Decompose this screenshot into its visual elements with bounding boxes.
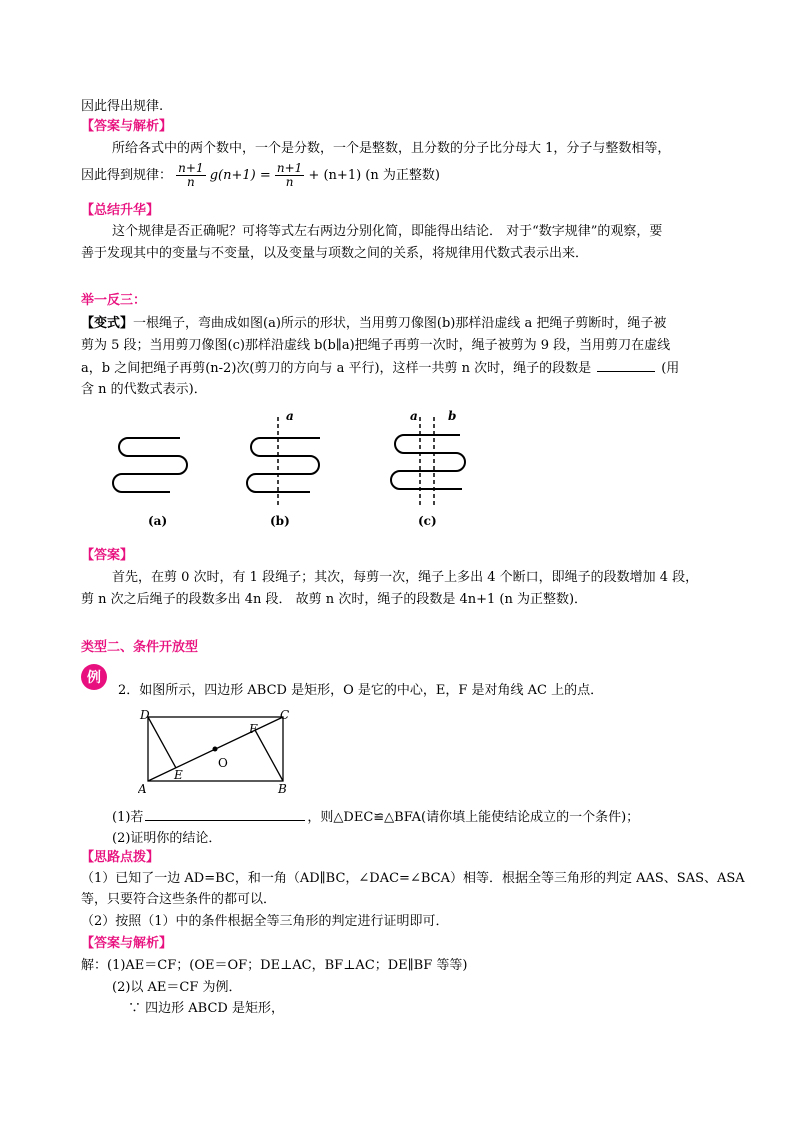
answer2-line-2: 剪 n 次之后绳子的段数多出 4n 段． 故剪 n 次时，绳子的段数是 4n+1 (n 为正整数)． (81, 592, 588, 607)
hint-tag: 【思路点拨】 (81, 850, 160, 865)
condition-blank (145, 808, 305, 821)
formula-mid: g(n+1) = (209, 168, 271, 183)
answer-blank (597, 359, 655, 372)
summary-tag: 【总结升华】 (81, 203, 160, 218)
formula-line (81, 162, 440, 190)
hint-line-3: （2）按照（1）中的条件根据全等三角形的判定进行证明即可． (81, 914, 449, 929)
rope-b (247, 438, 320, 492)
variant-line-3: a，b 之间把绳子再剪(n-2)次(剪刀的方向与 a 平行)，这样一共剪 n 次时，绳子的段数是 (用 (81, 361, 680, 376)
summary-line-1: 这个规律是否正确呢？可将等式左右两边分别化简，即能得出结论． 对于“数字规律”的观察，要 (112, 224, 663, 239)
answer2-line-1: 首先，在剪 0 次时，有 1 段绳子；其次，每剪一次，绳子上多出 4 个断口，即绳子的段数增加 4 段， (112, 570, 699, 585)
answer3-tag: 【答案与解析】 (81, 936, 173, 951)
hint-line-2: 等，只要符合这些条件的都可以． (81, 892, 277, 907)
caption-b: (b) (270, 514, 290, 528)
label-a-fig-b: a (286, 409, 294, 423)
label-a: A (138, 782, 147, 796)
answer-text: 所给各式中的两个数中，一个是分数，一个是整数，且分数的分子比分母大 1，分子与整数相等， (112, 141, 671, 156)
variant-line-1: 【变式】一根绳子，弯曲成如图(a)所示的形状，当用剪刀像图(b)那样沿虚线 a 把绳子剪断时，绳子被 (81, 316, 667, 331)
rope-c (391, 435, 465, 489)
answer3-line-2: (2)以 AE＝CF 为例． (112, 980, 242, 995)
practice-heading: 举一反三： (81, 293, 147, 308)
label-b-fig-c: b (448, 409, 457, 423)
answer3-line-1: 解：(1)AE＝CF；(OE＝OF；DE⊥AC，BF⊥AC；DE∥BF 等等) (81, 958, 468, 973)
svg-text:例: 例 (87, 670, 101, 686)
formula-tail: + (n+1) (n 为正整数) (308, 168, 440, 183)
intro-line: 因此得出规律. (81, 99, 164, 114)
rope-figures (100, 405, 480, 530)
variant-tag: 【变式】 (81, 316, 134, 331)
example-badge-icon (80, 663, 108, 691)
variant-line-4: 含 n 的代数式表示)． (81, 382, 207, 397)
formula-prefix: 因此得到规律： (81, 168, 173, 183)
rope-a (113, 438, 187, 492)
segment-bf (255, 730, 283, 781)
summary-line-2: 善于发现其中的变量与不变量，以及变量与项数之间的关系，将规律用代数式表示出来． (81, 246, 589, 261)
center-point-o (213, 747, 218, 752)
label-o: O (218, 756, 228, 770)
label-f: F (249, 722, 258, 736)
variant-line-2: 剪为 5 段；当用剪刀像图(c)那样沿虚线 b(b∥a)把绳子再剪一次时，绳子被剪为 9 段，当用剪刀在虚线 (81, 338, 671, 353)
label-e: E (174, 768, 183, 782)
hint-line-1: （1）已知了一边 AD=BC，和一角（AD∥BC，∠DAC=∠BCA）相等．根据全等三角形的判定 AAS、SAS、ASA (81, 871, 745, 886)
label-b: B (278, 782, 287, 796)
caption-a: (a) (148, 514, 168, 528)
example2-line-1: 2．如图所示，四边形 ABCD 是矩形，O 是它的中心，E，F 是对角线 AC 上的点． (118, 683, 604, 698)
label-a-fig-c: a (410, 409, 418, 423)
fraction-2: $\frac{n+1}{n}$ (276, 161, 303, 189)
caption-c: (c) (418, 514, 437, 528)
answer-tag: 【答案与解析】 (81, 119, 173, 134)
question-1: (1)若 ，则△DEC≌△BFA(请你填上能使结论成立的一个条件)； (112, 810, 640, 825)
question-2: (2)证明你的结论． (112, 831, 222, 846)
type2-heading: 类型二、条件开放型 (81, 640, 199, 655)
label-d: D (140, 708, 150, 722)
rectangle-figure (138, 707, 298, 797)
answer2-tag: 【答案】 (81, 548, 134, 563)
answer3-line-3: ∵ 四边形 ABCD 是矩形， (128, 1001, 284, 1016)
fraction-1: $\frac{n+1}{n}$ (178, 161, 204, 189)
label-c: C (280, 708, 290, 722)
segment-de (148, 717, 176, 768)
